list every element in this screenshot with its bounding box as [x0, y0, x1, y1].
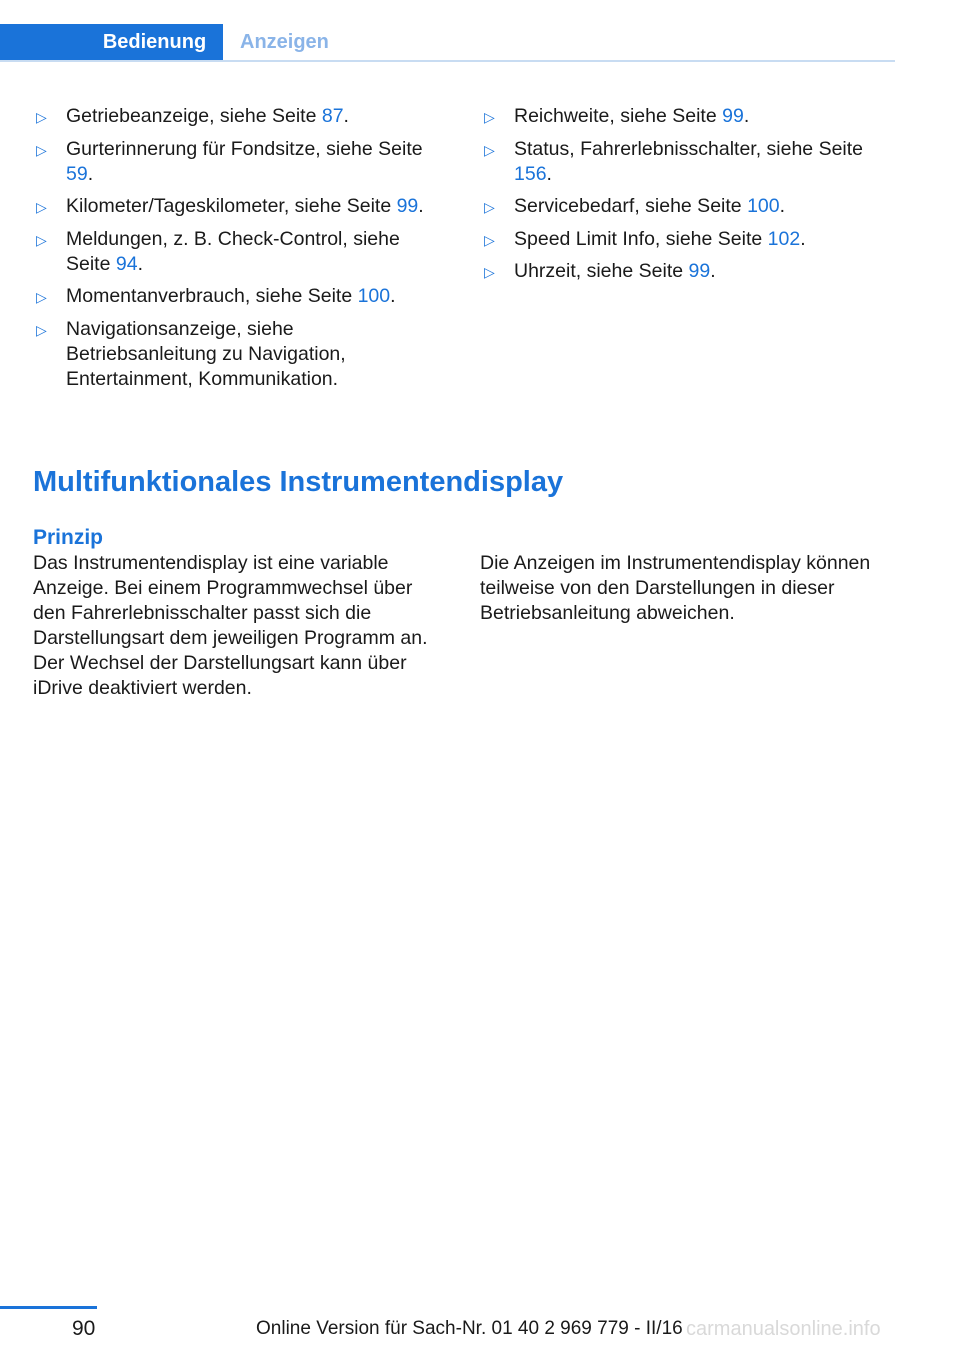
triangle-bullet-icon: ▷: [36, 141, 47, 158]
paragraph-right: Die Anzeigen im Instrumentendisplay können teilweise von den Darstellungen in dieser Betriebsanleitung abweichen.: [480, 552, 871, 624]
triangle-bullet-icon: ▷: [484, 199, 495, 215]
page-link[interactable]: 99: [722, 105, 744, 127]
list-item: [36, 194, 426, 219]
page-link[interactable]: 102: [767, 227, 801, 250]
item-suffix: .: [779, 195, 786, 217]
watermark: carmanualsonline.info: [686, 1318, 881, 1340]
item-suffix: .: [137, 252, 143, 275]
item-suffix: .: [418, 195, 424, 217]
triangle-bullet-icon: ▷: [36, 289, 47, 305]
item-text: Servicebedarf, siehe Seite: [514, 195, 748, 217]
list-item: [484, 259, 874, 284]
item-text: Status, Fahrerlebnisschalter, siehe Seite: [514, 137, 864, 160]
section-title: Multifunktionales Instrumentendisplay: [33, 466, 564, 498]
tab-anzeigen-label: Anzeigen: [240, 30, 329, 53]
item-suffix: .: [710, 260, 716, 282]
page-link[interactable]: 156: [514, 162, 547, 185]
header-tabbar: [0, 24, 895, 62]
triangle-bullet-icon: ▷: [484, 109, 495, 125]
triangle-bullet-icon: ▷: [36, 109, 47, 125]
left-column: [36, 104, 426, 399]
page-link[interactable]: 59: [66, 162, 88, 185]
page-number: 90: [72, 1317, 96, 1340]
list-item: [484, 194, 874, 219]
paragraph-left: Das Instrumentendisplay ist eine variable Anzeige. Bei einem Programmwechsel über den Fahrerlebnisschalter passt sich die Darstellungsart dem jeweiligen Programm an. Der Wechsel der Darstellungsart kann über iDrive deaktiviert werden.: [33, 552, 428, 699]
item-text: Speed Limit Info, siehe Seite: [514, 227, 768, 250]
item-suffix: .: [390, 285, 396, 307]
tab-anzeigen[interactable]: [240, 24, 329, 60]
item-suffix: .: [800, 227, 806, 250]
page-link[interactable]: 100: [747, 195, 780, 217]
right-bullet-list: [484, 104, 874, 284]
list-item: [484, 104, 874, 129]
list-item: [36, 284, 426, 309]
item-suffix: .: [546, 162, 552, 185]
item-text: Reichweite, siehe Seite: [514, 105, 723, 127]
item-text: Gurterinnerung für Fondsitze, siehe Seite: [66, 137, 423, 160]
item-text: Momentanverbrauch, siehe Seite: [66, 285, 358, 307]
footer-text: Online Version für Sach-Nr. 01 40 2 969 779 - II/16: [256, 1318, 683, 1339]
header-divider: [0, 60, 895, 62]
item-suffix: .: [87, 162, 94, 185]
tab-bedienung[interactable]: [0, 24, 223, 60]
page-link[interactable]: 99: [396, 195, 419, 217]
list-item: [36, 317, 426, 392]
item-text: Meldungen, z. B. Check-Control, siehe Seite: [66, 227, 400, 275]
footer-accent-line: [0, 1306, 97, 1309]
triangle-bullet-icon: ▷: [484, 231, 495, 248]
tab-bedienung-label: Bedienung: [102, 30, 207, 53]
list-item: [484, 137, 874, 187]
page-link[interactable]: 100: [357, 285, 391, 307]
right-column: [484, 104, 874, 292]
triangle-bullet-icon: ▷: [484, 264, 495, 280]
triangle-bullet-icon: ▷: [484, 141, 495, 158]
list-item: [36, 227, 426, 277]
item-text: Getriebeanzeige, siehe Seite: [66, 105, 322, 127]
list-item: [484, 227, 874, 252]
page-link[interactable]: 94: [115, 252, 138, 275]
item-text: Navigationsanzeige, siehe Betriebsanleitung zu Navigation, Entertainment, Kommunikation.: [66, 317, 346, 390]
triangle-bullet-icon: ▷: [36, 231, 47, 248]
item-suffix: .: [743, 105, 750, 127]
list-item: [36, 137, 426, 187]
item-text: Uhrzeit, siehe Seite: [514, 260, 689, 282]
page-link[interactable]: 99: [688, 260, 711, 282]
triangle-bullet-icon: ▷: [36, 321, 47, 338]
page-link[interactable]: 87: [321, 105, 344, 127]
section-subtitle: Prinzip: [33, 526, 104, 549]
left-bullet-list: [36, 104, 426, 392]
triangle-bullet-icon: ▷: [36, 199, 47, 215]
list-item: [36, 104, 426, 129]
item-suffix: .: [343, 105, 349, 127]
item-text: Kilometer/Tageskilometer, siehe Seite: [66, 195, 397, 217]
